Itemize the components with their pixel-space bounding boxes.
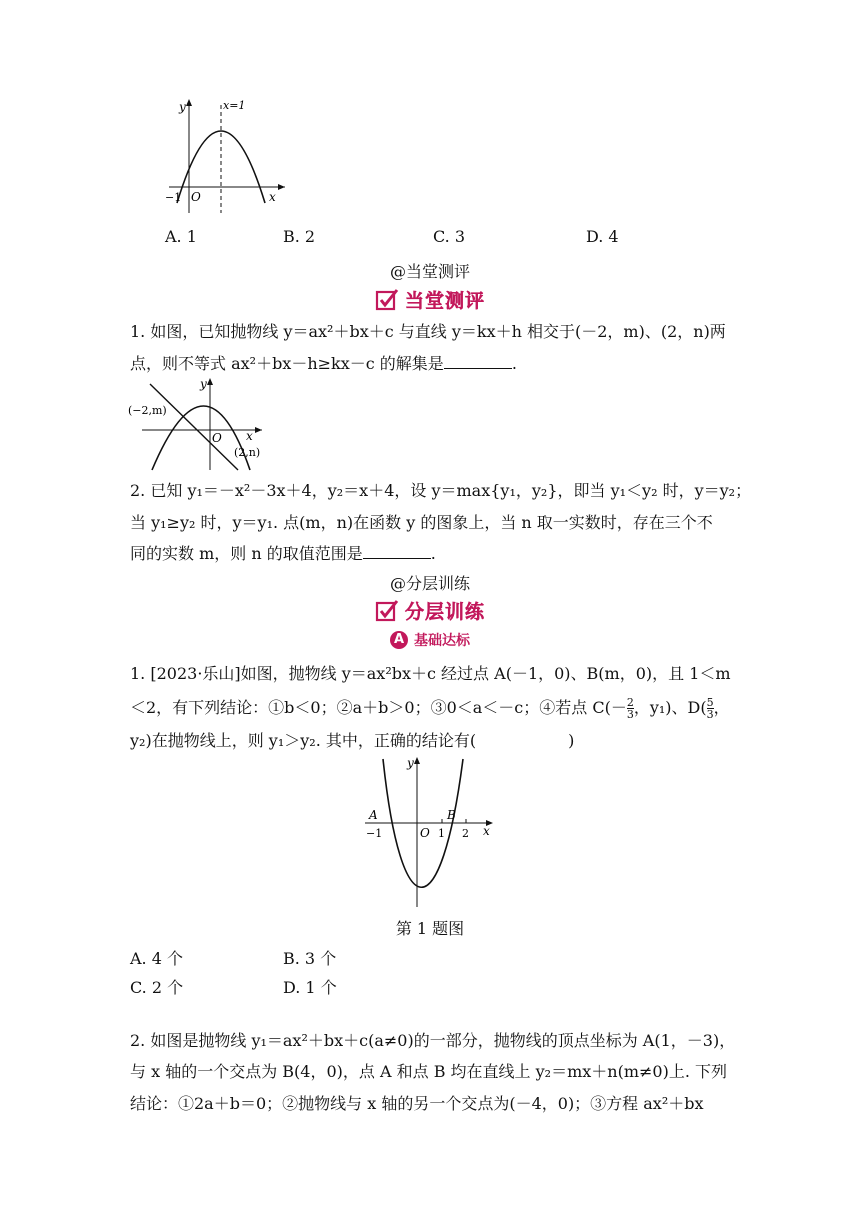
section1-marker: @当堂测评 bbox=[389, 262, 470, 281]
level-badge: A bbox=[390, 631, 408, 649]
p1-frac1-den: 3 bbox=[626, 708, 634, 721]
q2-answer-blank[interactable] bbox=[363, 544, 431, 559]
p1-option-c[interactable]: C. 2 个 bbox=[130, 978, 184, 997]
top-parabola-graph bbox=[165, 95, 290, 215]
q1-graph bbox=[128, 376, 268, 472]
top-option-d[interactable]: D. 4 bbox=[586, 227, 619, 246]
q1-line1: 1. 如图，已知抛物线 y＝ax²＋bx＋c 与直线 y＝kx＋h 相交于(－2，m)、(2，n)两 bbox=[130, 322, 726, 341]
q1-line2-end: . bbox=[511, 354, 517, 373]
q1-graph-point1-label: (−2,m) bbox=[128, 404, 167, 417]
top-option-a[interactable]: A. 1 bbox=[165, 227, 197, 246]
p1-graph-y-label: y bbox=[407, 756, 414, 770]
q1-graph-x-label: x bbox=[246, 429, 253, 443]
top-graph-neg1-label: −1 bbox=[165, 191, 182, 204]
p1-graph-a-label: A bbox=[369, 808, 378, 822]
q1-line2 bbox=[130, 354, 517, 374]
q1-answer-blank[interactable] bbox=[444, 354, 512, 369]
checkbox-icon bbox=[375, 288, 399, 312]
p1-line2 bbox=[130, 697, 730, 720]
section1-banner bbox=[0, 286, 860, 313]
q1-graph-y-label: y bbox=[200, 377, 207, 391]
p1-option-d[interactable]: D. 1 个 bbox=[283, 978, 337, 997]
p1-graph-b-label: B bbox=[447, 808, 456, 822]
q2-line3-end: . bbox=[430, 544, 436, 563]
q1-graph-point2-label: (2,n) bbox=[234, 446, 261, 459]
top-graph-origin-label: O bbox=[191, 190, 201, 204]
section1-banner-title: 当堂测评 bbox=[404, 290, 485, 312]
level-text: 基础达标 bbox=[414, 633, 470, 649]
p1-option-a[interactable]: A. 4 个 bbox=[130, 949, 183, 968]
q1-graph-origin-label: O bbox=[212, 431, 222, 445]
section2-banner-title: 分层训练 bbox=[404, 601, 485, 623]
p1-graph-2-label: 2 bbox=[462, 827, 469, 840]
q2-line1: 2. 已知 y₁＝－x²－3x＋4，y₂＝x＋4，设 y＝max{y₁，y₂}，即当 y₁＜y₂ 时，y＝y₂； bbox=[130, 481, 752, 500]
q1-line2-text: 点，则不等式 ax²＋bx－h≥kx－c 的解集是 bbox=[130, 354, 444, 373]
top-option-b[interactable]: B. 2 bbox=[283, 227, 316, 246]
p2-line3: 结论：①2a＋b＝0；②抛物线与 x 轴的另一个交点为(－4，0)；③方程 ax²＋bx bbox=[130, 1094, 704, 1113]
q2-line3-text: 同的实数 m，则 n 的取值范围是 bbox=[130, 544, 363, 563]
q2-line2: 当 y₁≥y₂ 时，y＝y₁. 点(m，n)在函数 y 的图象上，当 n 取一实数时，存在三个不 bbox=[130, 513, 713, 532]
q2-line3 bbox=[130, 544, 436, 564]
checkbox-icon bbox=[375, 599, 399, 623]
p1-line2-b: ，y₁)、D( bbox=[633, 698, 707, 717]
section2-banner bbox=[0, 597, 860, 624]
p1-line3 bbox=[130, 731, 574, 751]
p1-graph-origin-label: O bbox=[420, 826, 430, 840]
section2-marker: @分层训练 bbox=[389, 574, 470, 593]
p1-option-b[interactable]: B. 3 个 bbox=[283, 949, 337, 968]
p1-graph-caption: 第 1 题图 bbox=[395, 919, 465, 938]
p1-line1: 1. [2023·乐山]如图，抛物线 y＝ax²bx＋c 经过点 A(－1，0)、B(m，0)，且 1＜m bbox=[130, 664, 731, 683]
p1-line2-c: ， bbox=[713, 698, 730, 717]
top-graph-x-label: x bbox=[269, 190, 276, 204]
p2-line2: 与 x 轴的一个交点为 B(4，0)，点 A 和点 B 均在直线上 y₂＝mx＋n(m≠0)上. 下列 bbox=[130, 1062, 727, 1081]
p1-line3-text: y₂)在抛物线上，则 y₁＞y₂. 其中，正确的结论有( bbox=[130, 731, 477, 750]
p1-line2-a: ＜2，有下列结论：①b＜0；②a＋b＞0；③0＜a＜－c；④若点 C(－ bbox=[130, 698, 627, 717]
p1-frac1-num: 2 bbox=[626, 696, 634, 709]
p2-line1: 2. 如图是抛物线 y₁＝ax²＋bx＋c(a≠0)的一部分，抛物线的顶点坐标为 A(1，－3)， bbox=[130, 1031, 736, 1050]
p1-frac2-den: 3 bbox=[706, 708, 714, 721]
p1-line3-end: ) bbox=[568, 731, 575, 750]
p1-graph-1-label: 1 bbox=[438, 827, 445, 840]
p1-graph-neg1-label: −1 bbox=[366, 827, 383, 840]
top-graph-y-label: y bbox=[179, 100, 186, 114]
p1-frac2-num: 5 bbox=[706, 696, 714, 709]
p1-fraction-2 bbox=[707, 697, 714, 720]
level-heading bbox=[0, 630, 860, 650]
p1-fraction-1 bbox=[627, 697, 634, 720]
p1-graph bbox=[363, 755, 498, 910]
top-graph-axis-label: x=1 bbox=[223, 99, 246, 112]
p1-graph-x-label: x bbox=[483, 824, 490, 838]
top-option-c[interactable]: C. 3 bbox=[433, 227, 466, 246]
